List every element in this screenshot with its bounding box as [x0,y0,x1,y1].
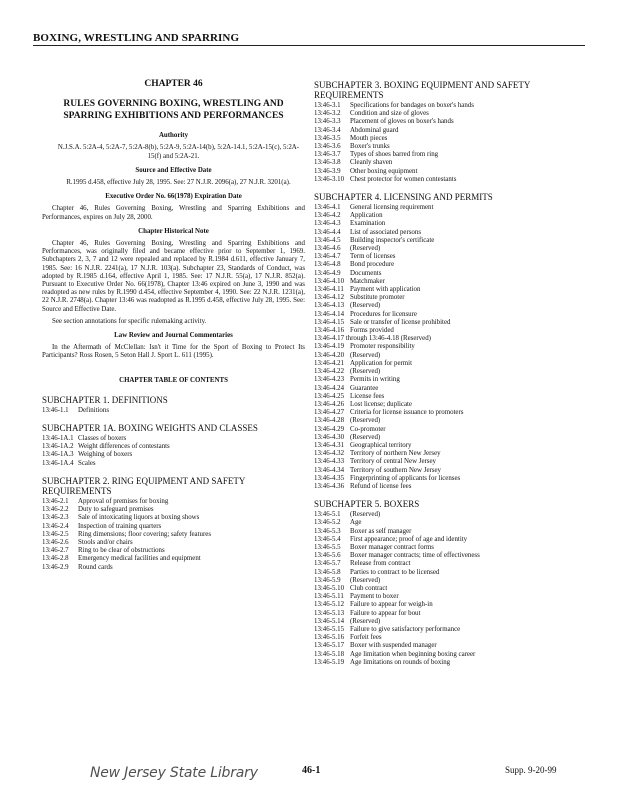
toc-entry [42,407,305,415]
section-number: 13:46-2.3 [42,514,69,522]
section-title: Application [350,212,383,220]
section-number: 13:46-4.13 [314,302,345,310]
toc-entry [314,569,582,577]
section-number: 13:46-4.21 [314,359,345,367]
section-number: 13:46-3.10 [314,175,345,183]
toc-entry [314,311,582,319]
section-number: 13:46-4.19 [314,343,345,351]
toc-entry [42,460,305,468]
toc-entry [314,511,582,519]
section-title: Abdominal guard [350,126,399,134]
authority-text: N.J.S.A. 5:2A-4, 5:2A-7, 5:2A-8(b), 5:2A-9, 5:2A-14(b), 5:2A-14.1, 5:2A-15(c), 5:2A-15(f) and 5:2A-21. [57,144,300,160]
section-title: Boxer with suspended manager [350,642,437,650]
chapter-title: RULES GOVERNING BOXING, WRESTLING AND SPARRING EXHIBITIONS AND PERFORMANCES [63,99,284,122]
toc-entry [314,659,582,667]
toc-entry [314,278,582,286]
toc-entry [314,417,582,425]
section-number: 13:46-5.3 [314,527,341,535]
section-title: Boxer manager contracts; time of effectiveness [350,552,480,560]
section-title: (Reserved) [350,351,381,359]
section-number: 13:46-5.16 [314,634,345,642]
toc-entry [42,547,305,555]
subchapter-1-list [42,407,305,415]
section-number: 13:46-5.1 [314,511,341,519]
supplement-date: Supp. 9-20-99 [505,765,557,775]
section-number: 13:46-4.2 [314,212,341,220]
toc-entry [314,442,582,450]
section-number: 13:46-3.9 [314,167,341,175]
running-head: BOXING, WRESTLING AND SPARRING [33,32,240,44]
toc-entry [314,319,582,327]
toc-entry [42,514,305,522]
section-number: 13:46-5.12 [314,601,345,609]
subchapter-3-list [314,102,582,184]
section-number: 13:46-4.33 [314,458,345,466]
executive-order-text: Chapter 46, Rules Governing Boxing, Wrestling and Sparring Exhibitions and Performances, expires on July 28, 2000. [42,205,305,221]
toc-entry [314,168,582,176]
toc-entry [314,651,582,659]
toc-heading: CHAPTER TABLE OF CONTENTS [119,376,228,384]
section-number: 13:46-4.26 [314,400,345,408]
toc-entry [314,176,582,184]
section-title: Specifications for bandages on boxer's hands [350,102,474,109]
section-title: Placement of gloves on boxer's hands [350,118,454,126]
section-title: Ring dimensions; floor covering; safety features [78,530,211,538]
toc-entry [314,270,582,278]
section-number: 13:46-2.6 [42,538,69,546]
toc-entry [314,261,582,269]
section-title: Co-promoter [350,425,386,433]
section-title: Cleanly shaven [350,159,393,167]
historical-note-heading: Chapter Historical Note [138,227,209,235]
section-title: List of associated persons [350,228,421,236]
section-number: 13:46-1A.3 [42,451,74,459]
section-number: 13:46-5.4 [314,535,341,543]
toc-entry [314,393,582,401]
executive-order-heading: Executive Order No. 66(1978) Expiration Date [105,193,242,201]
toc-entry [314,458,582,466]
law-review-heading: Law Review and Journal Commentaries [114,332,233,340]
section-title: Boxer as self manager [350,527,412,535]
section-number: 13:46-4.16 [314,327,345,335]
toc-entry [314,360,582,368]
section-title: Condition and size of gloves [350,110,429,118]
section-number: 13:46-3.1 [314,102,341,109]
toc-entry [314,610,582,618]
section-title: Refund of license fees [350,482,412,490]
section-title: Definitions [78,406,110,414]
toc-entry [42,451,305,459]
section-number: 13:46-4.28 [314,417,345,425]
section-number: 13:46-3.7 [314,151,341,159]
section-number: 13:46-3.8 [314,159,341,167]
subchapter-3-heading: SUBCHAPTER 3. BOXING EQUIPMENT AND SAFETY REQUIREMENTS [314,80,531,100]
section-title: Sale or transfer of license prohibited [350,318,451,326]
library-stamp: New Jersey State Library [90,765,258,781]
toc-entry [314,385,582,393]
toc-entry [314,434,582,442]
toc-entry [314,151,582,159]
section-title: Failure to give satisfactory performance [350,625,461,633]
toc-entry [314,352,582,360]
toc-entry [42,564,305,572]
section-title: Weighing of boxers [78,451,133,459]
section-title: Documents [350,269,382,277]
toc-entry [314,102,582,110]
toc-entry [314,286,582,294]
section-number: 13:46-3.3 [314,118,341,126]
section-number: 13:46-3.2 [314,110,341,118]
section-number: 13:46-4.6 [314,245,341,253]
section-number: 13:46-4.15 [314,318,345,326]
section-number: 13:46-4.1 [314,204,341,212]
section-title: Examination [350,220,386,228]
toc-entry [314,450,582,458]
section-title: General licensing requirement [350,204,434,212]
section-title: Fingerprinting of applicants for licenses [350,474,461,482]
toc-entry [314,528,582,536]
section-number: 13:46-4.30 [314,433,345,441]
section-number: 13:46-4.22 [314,368,345,376]
subchapter-4-heading: SUBCHAPTER 4. LICENSING AND PERMITS [314,192,493,203]
section-title: Territory of southern New Jersey [350,466,441,474]
toc-entry [314,302,582,310]
toc-entry [314,110,582,118]
subchapter-1a-heading: SUBCHAPTER 1A. BOXING WEIGHTS AND CLASSES [42,423,258,434]
section-title: Boxer manager contract forms [350,543,434,551]
toc-entry [314,401,582,409]
section-title: Age limitation when beginning boxing career [350,650,476,658]
section-number: 13:46-1A.2 [42,443,74,451]
section-title: Age [350,519,362,527]
section-number: 13:46-4.25 [314,392,345,400]
subchapter-2-list [42,498,305,572]
section-number: 13:46-2.5 [42,530,69,538]
section-title: Scales [78,459,96,467]
section-title: Weight differences of contestants [78,443,170,451]
section-title: Application for permit [350,359,412,367]
section-number: 13:46-4.9 [314,269,341,277]
section-number: 13:46-5.6 [314,552,341,560]
section-title: Classes of boxers [78,435,127,443]
section-title: Procedures for licensure [350,310,417,318]
toc-entry [314,253,582,261]
section-number: 13:46-4.23 [314,376,345,384]
section-title: Guarantee [350,384,379,392]
section-title: Forfeit fees [350,634,382,642]
toc-entry [314,552,582,560]
section-title: First appearance; proof of age and identity [350,535,468,543]
toc-entry [314,577,582,585]
toc-entry [314,544,582,552]
section-title: Club contract [350,584,388,592]
section-number: 13:46-2.9 [42,563,69,571]
section-number: 13:46-4.31 [314,441,345,449]
section-number: 13:46-3.6 [314,143,341,151]
section-title: Criteria for license issuance to promoters [350,409,464,417]
section-title: (Reserved) [350,511,381,519]
toc-entry [314,409,582,417]
toc-entry [314,536,582,544]
section-title: Stools and/or chairs [78,538,133,546]
section-number: 13:46-5.15 [314,625,345,633]
section-title: Age limitations on rounds of boxing [350,658,451,666]
section-title: Forms provided [350,327,394,335]
section-number: 13:46-2.8 [42,555,69,563]
section-title: Bond procedure [350,261,395,269]
toc-entry [314,135,582,143]
toc-entry [314,634,582,642]
section-title: (Reserved) [350,368,381,376]
toc-entry [314,220,582,228]
section-number: 13:46-4.5 [314,236,341,244]
toc-entry [314,467,582,475]
section-title: Emergency medical facilities and equipment [78,555,201,563]
toc-entry [314,327,582,335]
section-title: Release from contract [350,560,411,568]
section-title: Mouth pieces [350,134,388,142]
section-number: 13:46-5.10 [314,584,345,592]
section-title: Geographical territory [350,441,412,449]
section-title: Substitute promoter [350,294,405,302]
section-number: 13:46-2.1 [42,497,69,505]
section-number: 13:46-4.10 [314,277,345,285]
source-heading: Source and Effective Date [135,166,212,174]
toc-entry [314,335,582,343]
section-number: 13:46-5.13 [314,609,345,617]
toc-entry [314,343,582,351]
toc-entry [42,539,305,547]
section-title: Sale of intoxicating liquors at boxing shows [78,514,200,522]
section-number: 13:46-4.29 [314,425,345,433]
section-title: Inspection of training quarters [78,522,162,530]
section-title: Types of shoes barred from ring [350,151,439,159]
toc-entry [314,127,582,135]
section-number: 13:46-5.9 [314,576,341,584]
section-number: 13:46-4.4 [314,228,341,236]
section-title: Term of licenses [350,253,396,261]
toc-entry [314,618,582,626]
toc-entry [314,229,582,237]
section-number: 13:46-4.27 [314,409,345,417]
section-title: (Reserved) [350,302,381,310]
section-title: (Reserved) [350,576,381,584]
section-number: 13:46-4.12 [314,294,345,302]
toc-entry [314,237,582,245]
section-number: 13:46-5.11 [314,593,344,601]
section-title: Failure to appear for weigh-in [350,601,433,609]
section-number: 13:46-5.14 [314,617,345,625]
toc-entry [314,483,582,491]
section-title: 13:46-4.17 through 13:46-4.18 (Reserved) [314,335,431,343]
section-number: 13:46-4.32 [314,450,345,458]
section-number: 13:46-4.20 [314,351,345,359]
section-title: Other boxing equipment [350,167,418,175]
section-title: Failure to appear for bout [350,609,421,617]
toc-entry [314,593,582,601]
law-review-text: In the Aftermath of McClellan: Isn't it Time for the Sport of Boxing to Protect Its Participants? Ross Rosen, 5 Seton Hall J. Sport L. 611 (1995). [42,344,305,360]
section-number: 13:46-3.4 [314,126,341,134]
section-number: 13:46-5.2 [314,519,341,527]
section-number: 13:46-4.14 [314,310,345,318]
section-title: Territory of northern New Jersey [350,450,441,458]
section-number: 13:46-5.19 [314,658,345,666]
source-text: R.1995 d.458, effective July 28, 1995. See: 27 N.J.R. 2096(a), 27 N.J.R. 3201(a). [66,179,291,187]
section-title: (Reserved) [350,617,381,625]
section-number: 13:46-5.18 [314,650,345,658]
section-number: 13:46-1.1 [42,406,69,414]
section-title: Ring to be clear of obstructions [78,547,165,555]
section-title: Territory of central New Jersey [350,458,436,466]
section-number: 13:46-2.4 [42,522,69,530]
authority-heading: Authority [158,132,189,140]
section-number: 13:46-4.11 [314,286,344,294]
section-number: 13:46-1A.4 [42,459,74,467]
toc-entry [42,531,305,539]
toc-entry [42,498,305,506]
section-number: 13:46-4.24 [314,384,345,392]
right-column [314,80,582,667]
header-rule [33,45,585,46]
toc-entry [314,143,582,151]
toc-entry [314,294,582,302]
section-number: 13:46-5.17 [314,642,345,650]
toc-entry [314,368,582,376]
toc-entry [314,159,582,167]
section-title: Chest protector for women contestants [350,175,457,183]
section-number: 13:46-4.3 [314,220,341,228]
toc-entry [42,443,305,451]
section-number: 13:46-5.5 [314,543,341,551]
section-title: (Reserved) [350,417,381,425]
toc-entry [314,642,582,650]
section-number: 13:46-4.34 [314,466,345,474]
section-title: (Reserved) [350,433,381,441]
toc-entry [314,204,582,212]
toc-entry [314,475,582,483]
toc-entry [42,523,305,531]
section-number: 13:46-4.8 [314,261,341,269]
section-number: 13:46-3.5 [314,134,341,142]
section-title: Round cards [78,563,113,571]
section-title: Building inspector's certificate [350,236,435,244]
section-title: Permits in writing [350,376,400,384]
section-number: 13:46-4.35 [314,474,345,482]
section-title: Payment with application [350,286,421,294]
chapter-number: CHAPTER 46 [144,79,203,89]
toc-entry [42,555,305,563]
toc-entry [314,376,582,384]
subchapter-4-list [314,204,582,491]
toc-entry [314,212,582,220]
section-title: Promoter responsibility [350,343,415,351]
toc-entry [314,245,582,253]
section-number: 13:46-4.7 [314,253,341,261]
section-title: Duty to safeguard premises [78,506,154,514]
section-title: Parties to contract to be licensed [350,568,440,576]
toc-entry [314,626,582,634]
subchapter-2-heading: SUBCHAPTER 2. RING EQUIPMENT AND SAFETY REQUIREMENTS [42,475,246,496]
section-number: 13:46-2.2 [42,506,69,514]
section-number: 13:46-5.8 [314,568,341,576]
left-column [42,80,305,572]
section-title: Lost license; duplicate [350,400,412,408]
historical-note-text: Chapter 46, Rules Governing Boxing, Wrestling and Sparring Exhibitions and Performances, was originally filed and became effective prior to September 1, 1969. Subchapters 2, 3, 7 and 12 were repealed and replaced by R.1984 d.611, effective January 7, 1985. See: 16 N.J.R. 2241(a), 17 N.J.R. 103(a). Subchapter 23, Standards of Conduct, was adopted by R.1985 d.164, effective April 1, 1985. See: 17 N.J.R. 55(a), 17 N.J.R. 852(a). Pursuant to Executive Order No. 66(1978), Chapter 13:46 expired on June 3, 1990 and was readopted as new rules by R.1990 d.454, effective September 4, 1990. See: 22 N.J.R. 1231(a), 22 N.J.R. 2748(a). Chapter 13:46 was readopted as R.1995 d.458, effective July 28, 1995. See: Source and Effective Date. [42,240,305,313]
page-number: 46-1 [302,765,321,776]
section-title: (Reserved) [350,245,381,253]
see-annotations-text: See section annotations for specific rulemaking activity. [52,317,207,325]
section-number: 13:46-1A.1 [42,435,74,443]
toc-entry [42,435,305,443]
section-title: Boxer's trunks [350,143,390,151]
toc-entry [314,426,582,434]
subchapter-5-heading: SUBCHAPTER 5. BOXERS [314,499,420,510]
subchapter-1a-list [42,435,305,468]
section-title: Payment to boxer [350,593,399,601]
subchapter-1-heading: SUBCHAPTER 1. DEFINITIONS [42,394,168,405]
toc-entry [314,560,582,568]
section-title: License fees [350,392,385,400]
section-number: 13:46-5.7 [314,560,341,568]
section-number: 13:46-4.36 [314,482,345,490]
section-title: Matchmaker [350,277,385,285]
toc-entry [314,601,582,609]
section-title: Approval of premises for boxing [78,497,169,505]
toc-entry [42,506,305,514]
subchapter-5-list [314,511,582,667]
toc-entry [314,118,582,126]
toc-entry [314,519,582,527]
section-number: 13:46-2.7 [42,547,69,555]
toc-entry [314,585,582,593]
